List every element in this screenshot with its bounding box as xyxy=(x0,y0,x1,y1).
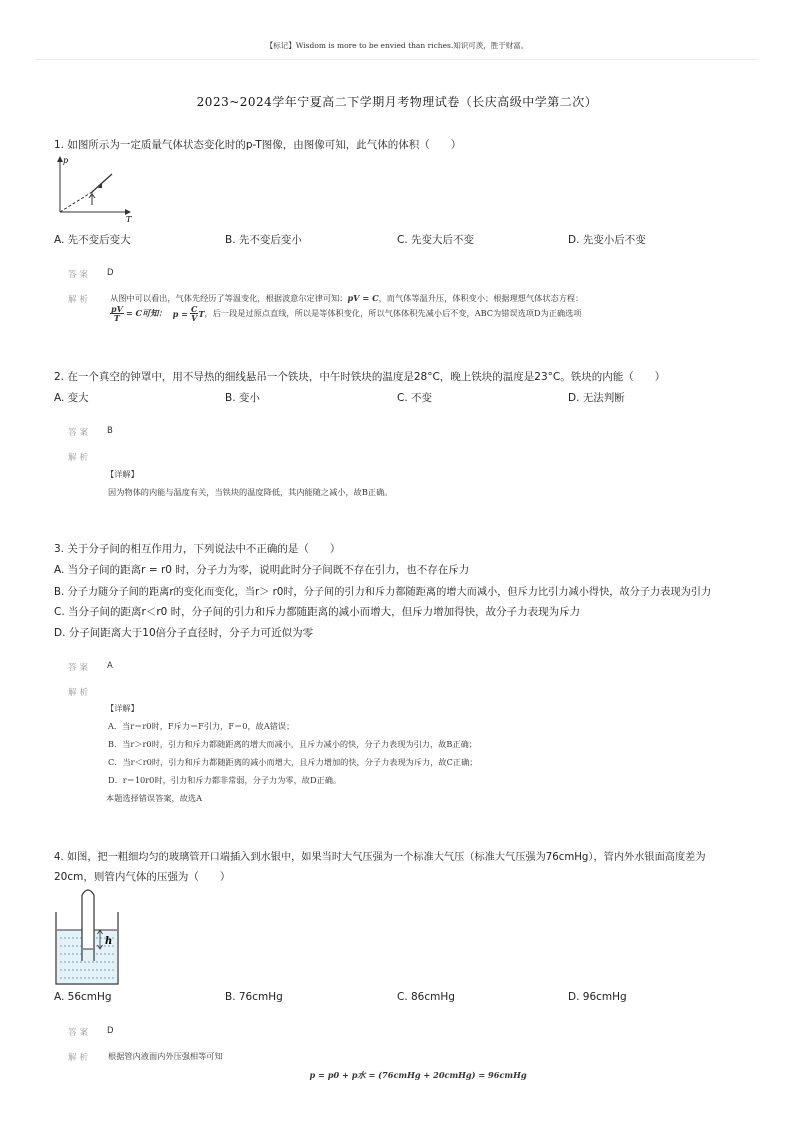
q4-mercury-tube-figure xyxy=(52,886,138,988)
q4-analysis-text: 根据管内液面内外压强相等可知 xyxy=(108,1051,223,1061)
question-2-stem: 2. 在一个真空的钟罩中，用不导热的细线悬吊一个铁块，中午时铁块的温度是28°C，晚上铁块的温度是23°C。铁块的内能（ ） xyxy=(54,371,666,383)
q3-detail-line-b: B．当r＞r0时，引力和斥力都随距离的增大而减小，且斥力减小的快，分子力表现为引力，故B正确； xyxy=(108,739,477,749)
q2-option-a[interactable]: A. 变大 xyxy=(54,392,89,404)
q3-option-d[interactable]: D. 分子间距离大于10倍分子直径时，分子力可近似为零 xyxy=(54,627,314,639)
question-1-stem: 1. 如图所示为一定质量气体状态变化时的p-T图像，由图像可知，此气体的体积（ ） xyxy=(54,139,462,151)
q1-formula-boyle: pV = C xyxy=(347,293,379,303)
header-motto: 【标记】Wisdom is more to be envied than riches.知识可羡，胜于财富。 xyxy=(265,41,529,50)
q4-analysis-label: 解析 xyxy=(68,1053,92,1063)
q2-analysis-label: 解析 xyxy=(68,453,92,463)
q1-analysis-line2 xyxy=(110,305,582,322)
q1-analysis-text-2c: = C可知： xyxy=(125,308,167,318)
q3-detail-line-c: C．当r＜r0时，引力和斥力都随距离的减小而增大，且斥力增加的快，分子力表现为斥力，故C正确； xyxy=(108,757,478,767)
q3-option-c[interactable]: C. 当分子间的距离r＜r0 时，分子间的引力和斥力都随距离的减小而增大，但斥力增加得快，故分子力表现为斥力 xyxy=(54,606,581,618)
q1-answer-label: 答案 xyxy=(68,270,92,280)
q3-analysis-label: 解析 xyxy=(68,688,92,698)
q1-dashed-line xyxy=(60,192,92,212)
q3-option-b[interactable]: B. 分子力随分子间的距离r的变化而变化，当r＞ r0时，分子间的引力和斥力都随距离的增大而减小，但斥力比引力减小得快，故分子力表现为引力 xyxy=(54,587,712,598)
q1-option-b[interactable]: B. 先不变后变小 xyxy=(225,234,302,246)
q2-option-b[interactable]: B. 变小 xyxy=(225,392,260,404)
q3-detail-tag: 【详解】 xyxy=(106,703,139,713)
q1-analysis-text-2d: p = xyxy=(172,308,189,319)
q1-pt-graph xyxy=(54,152,138,224)
q1-analysis-line1 xyxy=(110,293,583,304)
q1-analysis-text-2h: ，后一段是过原点直线，所以是等体积变化，所以气体体积先减小后不变，ABC为错误选项D为正确选项 xyxy=(204,308,582,318)
q2-answer-value: B xyxy=(107,426,113,436)
q4-option-b[interactable]: B. 76cmHg xyxy=(225,991,283,1003)
q3-detail-line-d: D．r＝10r0时，引力和斥力都非常弱，分子力为零，故D正确。 xyxy=(108,775,342,785)
q1-answer-value: D xyxy=(107,268,114,278)
q4-option-a[interactable]: A. 56cmHg xyxy=(54,991,112,1003)
q4-option-c[interactable]: C. 86cmHg xyxy=(397,991,455,1003)
q2-option-d[interactable]: D. 无法判断 xyxy=(568,392,625,404)
q3-answer-value: A xyxy=(107,661,113,671)
question-4-stem-line1: 4. 如图，把一粗细均匀的玻璃管开口端插入到水银中，如果当时大气压强为一个标准大气压（标准大气压强为76cmHg），管内外水银面高度差为 xyxy=(54,852,706,863)
q1-y-label: p xyxy=(63,156,69,165)
q4-option-d[interactable]: D. 96cmHg xyxy=(568,991,627,1003)
q3-option-a[interactable]: A. 当分子间的距离r = r0 时，分子力为零，说明此时分子间既不存在引力，也不存在斥力 xyxy=(54,564,470,576)
q4-answer-label: 答案 xyxy=(68,1028,92,1038)
q1-x-label: T xyxy=(126,215,132,224)
q1-option-d[interactable]: D. 先变小后不变 xyxy=(568,234,646,246)
q1-option-a[interactable]: A. 先不变后变大 xyxy=(54,234,131,246)
q1-option-c[interactable]: C. 先变大后不变 xyxy=(397,234,475,246)
q1-analysis-label: 解析 xyxy=(68,295,92,305)
q4-h-label: h xyxy=(105,936,113,947)
q2-option-c[interactable]: C. 不变 xyxy=(397,392,433,404)
q1-analysis-text-1a: 从图中可以看出，气体先经历了等温变化，根据波意尔定律可知： xyxy=(110,293,348,303)
page-title: 2023~2024学年宁夏高二下学期月考物理试卷（长庆高级中学第二次） xyxy=(196,95,598,109)
question-3-stem: 3. 关于分子间的相互作用力，下列说法中不正确的是（ ） xyxy=(54,543,341,555)
q2-answer-label: 答案 xyxy=(68,428,92,438)
header-divider xyxy=(36,59,758,60)
q4-tube-mercury xyxy=(83,949,93,961)
q4-pressure-formula: p = p0 + p水 = (76cmHg + 20cmHg) = 96cmHg xyxy=(309,1070,527,1080)
q1-analysis-text-2g: T xyxy=(198,308,205,319)
q1-analysis-text-1c: ，而气体等温升压，体积变小；根据理想气体状态方程： xyxy=(378,293,584,303)
q3-answer-label: 答案 xyxy=(68,663,92,673)
q2-detail-text: 因为物体的内能与温度有关，当铁块的温度降低，其内能随之减小，故B正确。 xyxy=(108,487,393,497)
q2-detail-tag: 【详解】 xyxy=(106,469,139,479)
q1-fraction-pv-t: $\frac{pV}{T}$ xyxy=(111,304,123,323)
q4-answer-value: D xyxy=(107,1026,114,1036)
q1-fraction-c-v: $\frac{C}{V}$ xyxy=(191,304,198,323)
q3-detail-conclusion: 本题选择错误答案，故选A xyxy=(106,793,202,803)
q3-detail-line-a: A．当r＝r0时，F斥力＝F引力，F＝0，故A错误； xyxy=(108,721,295,731)
question-4-stem-line2: 20cm，则管内气体的压强为（ ） xyxy=(54,871,231,883)
